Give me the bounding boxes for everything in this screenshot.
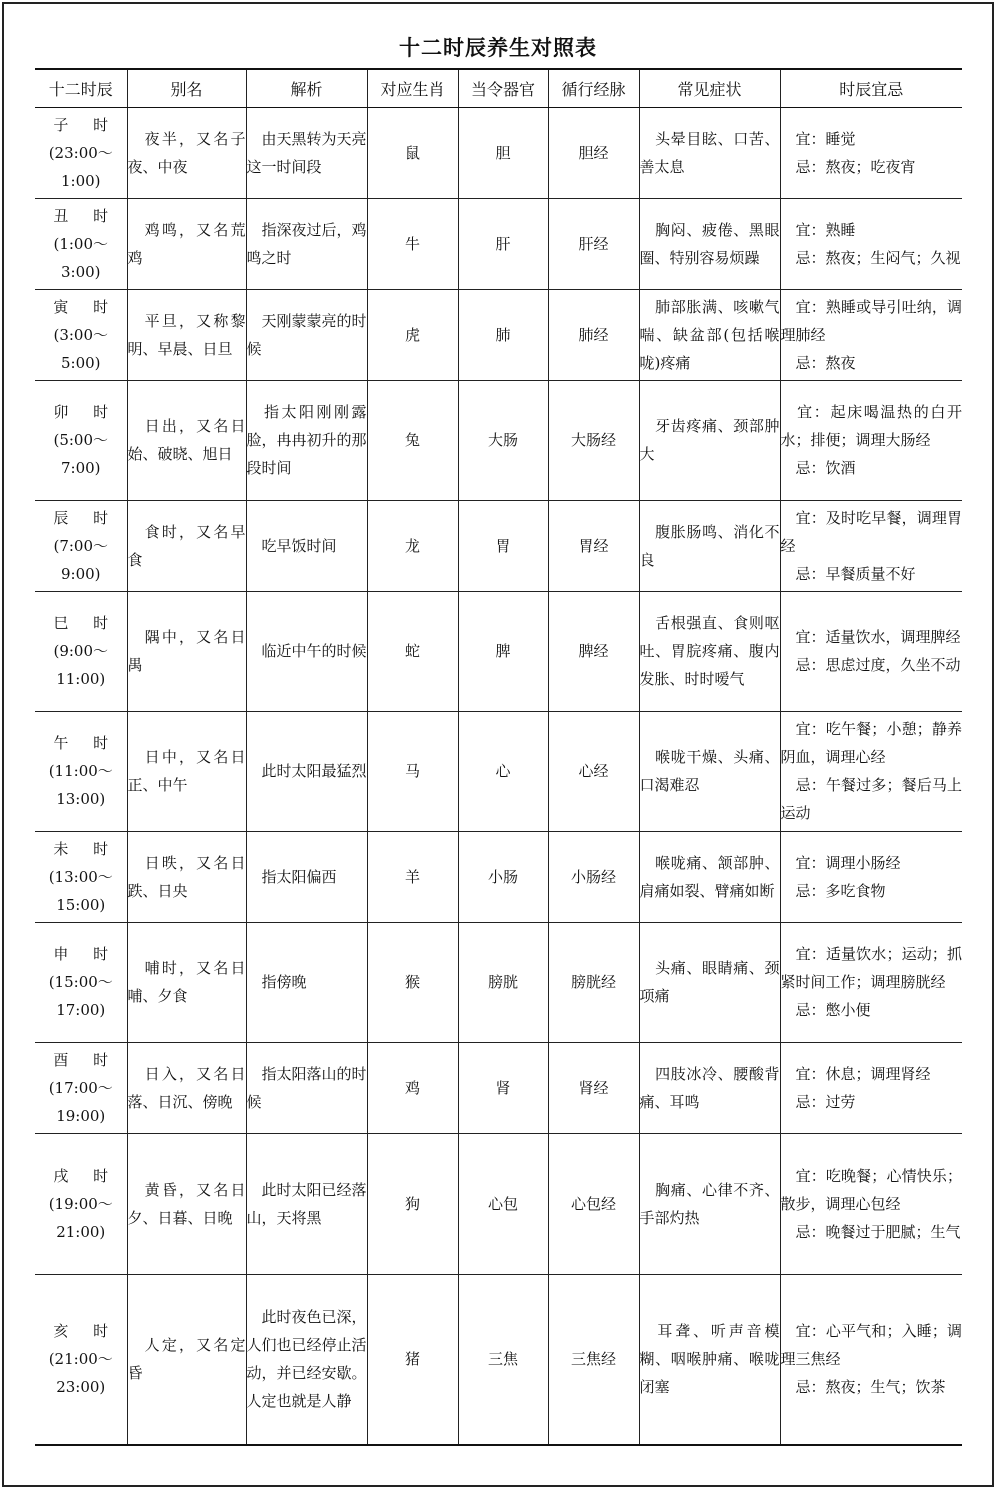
cell-shichen: [35, 1042, 127, 1133]
header-yiji: 时辰宜忌: [780, 69, 962, 107]
cell-meridian: 肝经: [548, 198, 639, 289]
cell-zodiac: 蛇: [367, 591, 458, 711]
shichen-time: (11:00～13:00): [48, 762, 113, 808]
shichen-name: 巳 时: [53, 614, 119, 632]
cell-alias: 夜半，又名子夜、中夜: [127, 107, 246, 198]
cell-symptoms: 喉咙痛、颔部肿、肩痛如裂、臂痛如断: [639, 831, 780, 922]
yi-text: 宜：吃晚餐；心情快乐；散步，调理心包经: [780, 1166, 962, 1213]
cell-yiji: [780, 922, 962, 1042]
cell-zodiac: 羊: [367, 831, 458, 922]
cell-organ: 胃: [458, 500, 548, 591]
cell-shichen: [35, 500, 127, 591]
header-shichen: 十二时辰: [35, 69, 127, 107]
yi-text: 宜：起床喝温热的白开水；排便；调理大肠经: [780, 403, 962, 449]
cell-shichen: [35, 380, 127, 500]
cell-meridian: 大肠经: [548, 380, 639, 500]
cell-meridian: 肾经: [548, 1042, 639, 1133]
ji-text: 忌：思虑过度，久坐不动: [780, 656, 961, 674]
table-row: [35, 380, 962, 500]
cell-symptoms: 四肢冰冷、腰酸背痛、耳鸣: [639, 1042, 780, 1133]
shichen-name: 申 时: [53, 945, 119, 963]
cell-alias: 日入，又名日落、日沉、傍晚: [127, 1042, 246, 1133]
cell-organ: 心包: [458, 1133, 548, 1274]
cell-meridian: 胆经: [548, 107, 639, 198]
cell-symptoms: 耳聋、听声音模糊、咽喉肿痛、喉咙闭塞: [639, 1274, 780, 1445]
shichen-name: 辰 时: [53, 508, 119, 527]
yi-text: 宜：熟睡或导引吐纳，调理肺经: [780, 297, 962, 344]
page-title: 十二时辰养生对照表: [399, 36, 597, 60]
ji-text: 忌：午餐过多；餐后马上运动: [780, 776, 962, 822]
cell-meridian: 肺经: [548, 289, 639, 380]
cell-yiji: [780, 380, 962, 500]
shichen-time: (1:00～3:00): [53, 234, 109, 281]
cell-meridian: 心经: [548, 711, 639, 831]
shichen-time: (21:00～23:00): [48, 1350, 113, 1397]
cell-symptoms: 牙齿疼痛、颈部肿大: [639, 380, 780, 500]
shichen-name: 戌 时: [53, 1166, 119, 1185]
cell-yiji: [780, 1133, 962, 1274]
cell-organ: 脾: [458, 591, 548, 711]
cell-analysis: 天刚蒙蒙亮的时候: [246, 289, 367, 380]
cell-alias: 食时，又名早食: [127, 500, 246, 591]
cell-analysis: 此时太阳已经落山，天将黑: [246, 1133, 367, 1274]
ji-text: 忌：过劳: [780, 1092, 856, 1111]
shichen-name: 未 时: [53, 839, 119, 858]
cell-zodiac: 鸡: [367, 1042, 458, 1133]
cell-yiji: [780, 500, 962, 591]
cell-analysis: 由天黑转为天亮这一时间段: [246, 107, 367, 198]
header-analysis: 解析: [246, 69, 367, 107]
cell-yiji: [780, 1274, 962, 1445]
header-symptoms: 常见症状: [639, 69, 780, 107]
cell-alias: 日昳，又名日跌、日央: [127, 831, 246, 922]
cell-alias: 黄昏，又名日夕、日暮、日晚: [127, 1133, 246, 1274]
header-alias: 别名: [127, 69, 246, 107]
ji-text: 忌：憋小便: [780, 1001, 871, 1019]
cell-meridian: 心包经: [548, 1133, 639, 1274]
header-meridian: 循行经脉: [548, 69, 639, 107]
cell-analysis: 指太阳刚刚露脸，冉冉初升的那段时间: [246, 380, 367, 500]
table-row: [35, 289, 962, 380]
cell-shichen: [35, 711, 127, 831]
cell-alias: 鸡鸣，又名荒鸡: [127, 198, 246, 289]
cell-symptoms: 腹胀肠鸣、消化不良: [639, 500, 780, 591]
table-row: [35, 107, 962, 198]
page-frame: [2, 2, 994, 1487]
shichen-time: (19:00～21:00): [48, 1194, 113, 1241]
cell-shichen: [35, 289, 127, 380]
header-zodiac: 对应生肖: [367, 69, 458, 107]
cell-alias: 日出，又名日始、破晓、旭日: [127, 380, 246, 500]
cell-zodiac: 兔: [367, 380, 458, 500]
cell-yiji: [780, 1042, 962, 1133]
table-header-row: [35, 69, 962, 107]
ji-text: 忌：晚餐过于肥腻；生气: [780, 1222, 961, 1241]
cell-meridian: 脾经: [548, 591, 639, 711]
shichen-time: (5:00～7:00): [53, 431, 109, 477]
cell-meridian: 三焦经: [548, 1274, 639, 1445]
shichen-table: [35, 68, 962, 1446]
cell-symptoms: 喉咙干燥、头痛、口渴难忍: [639, 711, 780, 831]
cell-symptoms: 胸痛、心律不齐、手部灼热: [639, 1133, 780, 1274]
cell-symptoms: 舌根强直、食则呕吐、胃脘疼痛、腹内发胀、时时嗳气: [639, 591, 780, 711]
cell-zodiac: 虎: [367, 289, 458, 380]
cell-organ: 肾: [458, 1042, 548, 1133]
table-row: [35, 500, 962, 591]
cell-organ: 心: [458, 711, 548, 831]
ji-text: 忌：饮酒: [780, 459, 856, 477]
shichen-time: (7:00～9:00): [53, 536, 109, 583]
ji-text: 忌：多吃食物: [780, 881, 886, 900]
shichen-time: (23:00～1:00): [48, 143, 113, 190]
yi-text: 宜：休息；调理肾经: [780, 1064, 931, 1083]
cell-alias: 日中，又名日正、中午: [127, 711, 246, 831]
cell-shichen: [35, 1133, 127, 1274]
cell-analysis: 指太阳偏西: [246, 831, 367, 922]
cell-zodiac: 鼠: [367, 107, 458, 198]
shichen-time: (3:00～5:00): [53, 325, 109, 372]
yi-text: 宜：调理小肠经: [780, 853, 901, 872]
cell-zodiac: 猪: [367, 1274, 458, 1445]
cell-symptoms: 胸闷、疲倦、黑眼圈、特别容易烦躁: [639, 198, 780, 289]
cell-organ: 三焦: [458, 1274, 548, 1445]
cell-organ: 小肠: [458, 831, 548, 922]
shichen-time: (13:00～15:00): [48, 867, 113, 914]
cell-analysis: 此时太阳最猛烈: [246, 711, 367, 831]
cell-zodiac: 龙: [367, 500, 458, 591]
table-row: [35, 1274, 962, 1445]
cell-yiji: [780, 107, 962, 198]
cell-meridian: 小肠经: [548, 831, 639, 922]
ji-text: 忌：熬夜: [780, 353, 856, 372]
yi-text: 宜：心平气和；入睡；调理三焦经: [780, 1322, 962, 1369]
yi-text: 宜：适量饮水，调理脾经: [780, 628, 961, 646]
cell-zodiac: 牛: [367, 198, 458, 289]
cell-alias: 隅中，又名日禺: [127, 591, 246, 711]
yi-text: 宜：熟睡: [780, 220, 856, 239]
table-row: [35, 831, 962, 922]
shichen-name: 丑 时: [53, 206, 119, 225]
ji-text: 忌：熬夜；吃夜宵: [780, 157, 916, 176]
cell-organ: 膀胱: [458, 922, 548, 1042]
table-row: [35, 591, 962, 711]
cell-shichen: [35, 107, 127, 198]
cell-analysis: 指傍晚: [246, 922, 367, 1042]
cell-yiji: [780, 289, 962, 380]
shichen-name: 卯 时: [53, 403, 119, 421]
ji-text: 忌：早餐质量不好: [780, 564, 916, 583]
cell-analysis: 临近中午的时候: [246, 591, 367, 711]
cell-shichen: [35, 831, 127, 922]
cell-zodiac: 狗: [367, 1133, 458, 1274]
shichen-time: (17:00～19:00): [48, 1078, 113, 1125]
cell-analysis: 指太阳落山的时候: [246, 1042, 367, 1133]
shichen-name: 午 时: [53, 734, 119, 752]
ji-text: 忌：熬夜；生气；饮茶: [780, 1378, 946, 1397]
table-row: [35, 922, 962, 1042]
header-organ: 当令器官: [458, 69, 548, 107]
cell-shichen: [35, 922, 127, 1042]
cell-yiji: [780, 591, 962, 711]
cell-symptoms: 头晕目眩、口苦、善太息: [639, 107, 780, 198]
cell-meridian: 胃经: [548, 500, 639, 591]
cell-yiji: [780, 198, 962, 289]
cell-organ: 肝: [458, 198, 548, 289]
shichen-time: (9:00～11:00): [53, 642, 109, 688]
shichen-time: (15:00～17:00): [48, 973, 113, 1019]
cell-meridian: 膀胱经: [548, 922, 639, 1042]
cell-symptoms: 头痛、眼睛痛、颈项痛: [639, 922, 780, 1042]
cell-shichen: [35, 198, 127, 289]
ji-text: 忌：熬夜；生闷气；久视: [780, 248, 961, 267]
cell-organ: 大肠: [458, 380, 548, 500]
yi-text: 宜：适量饮水；运动；抓紧时间工作；调理膀胱经: [780, 945, 962, 991]
cell-alias: 平旦，又称黎明、早晨、日旦: [127, 289, 246, 380]
yi-text: 宜：睡觉: [780, 129, 856, 148]
cell-organ: 肺: [458, 289, 548, 380]
cell-alias: 人定，又名定昏: [127, 1274, 246, 1445]
cell-analysis: 吃早饭时间: [246, 500, 367, 591]
table-row: [35, 711, 962, 831]
cell-organ: 胆: [458, 107, 548, 198]
cell-alias: 哺时，又名日哺、夕食: [127, 922, 246, 1042]
cell-analysis: 此时夜色已深，人们也已经停止活动，并已经安歇。人定也就是人静: [246, 1274, 367, 1445]
cell-symptoms: 肺部胀满、咳嗽气喘、缺盆部(包括喉咙)疼痛: [639, 289, 780, 380]
shichen-name: 亥 时: [53, 1322, 119, 1341]
cell-shichen: [35, 591, 127, 711]
cell-yiji: [780, 831, 962, 922]
cell-shichen: [35, 1274, 127, 1445]
cell-zodiac: 猴: [367, 922, 458, 1042]
table-row: [35, 1042, 962, 1133]
yi-text: 宜：吃午餐；小憩；静养阴血，调理心经: [780, 720, 962, 766]
table-row: [35, 1133, 962, 1274]
shichen-name: 寅 时: [53, 297, 119, 316]
yi-text: 宜：及时吃早餐，调理胃经: [780, 508, 962, 555]
cell-analysis: 指深夜过后，鸡鸣之时: [246, 198, 367, 289]
shichen-name: 酉 时: [53, 1050, 119, 1069]
shichen-name: 子 时: [53, 115, 119, 134]
cell-zodiac: 马: [367, 711, 458, 831]
table-row: [35, 198, 962, 289]
cell-yiji: [780, 711, 962, 831]
